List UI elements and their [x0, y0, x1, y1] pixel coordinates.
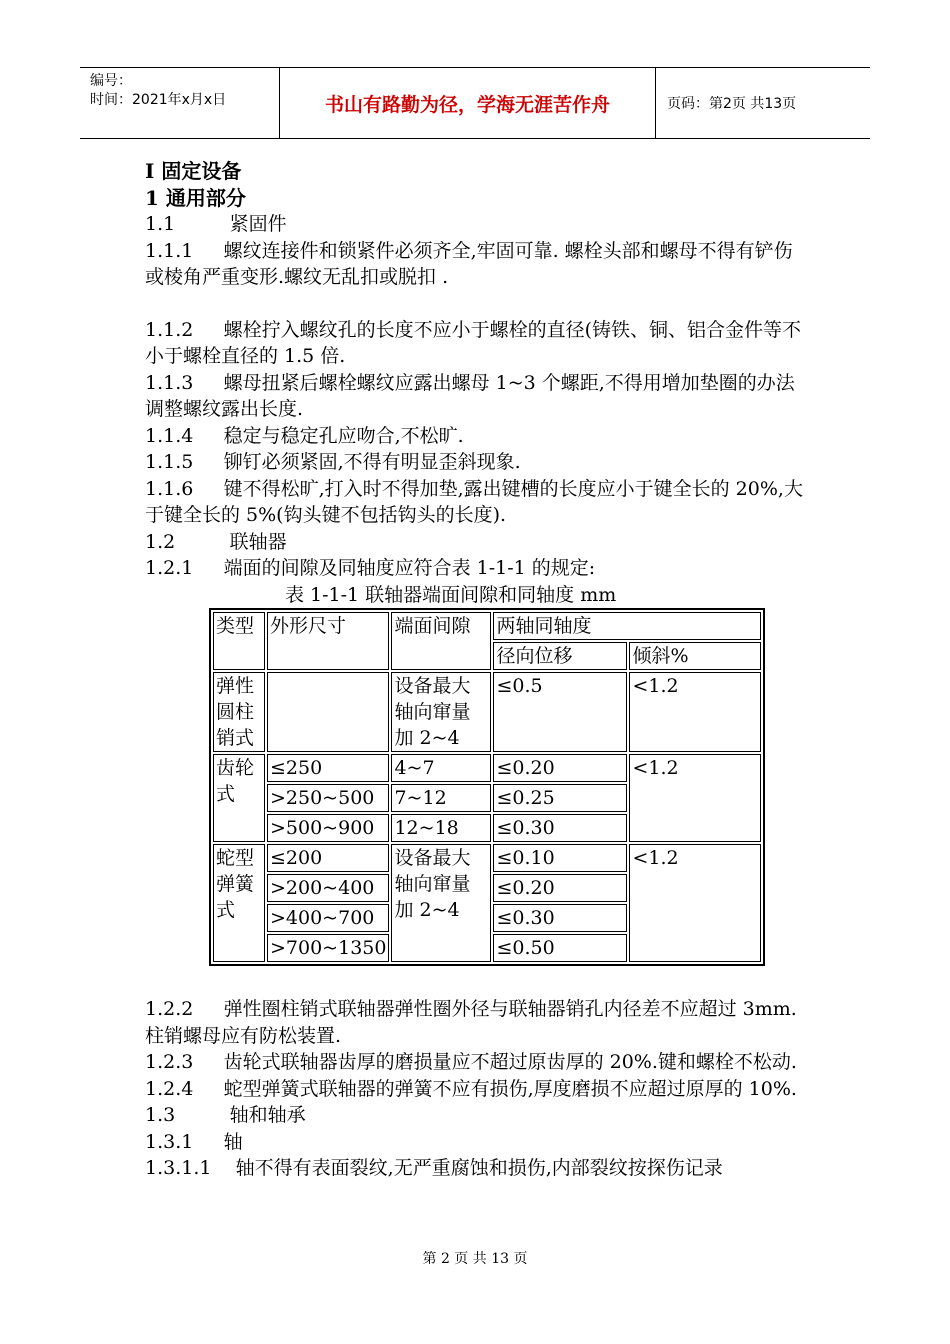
heading-level1: Ⅰ 固定设备 — [145, 159, 242, 183]
cell-size: >250~500 — [267, 784, 389, 812]
cell-gap: 设备最大轴向窜量加 2~4 — [391, 844, 491, 962]
table-row — [213, 844, 761, 872]
section-1-2: 1.2 联轴器 — [145, 530, 287, 553]
cell-radial: ≤0.20 — [493, 754, 627, 782]
cell-size: ≤250 — [267, 754, 389, 782]
section-1-3-1: 1.3.1 轴 — [145, 1130, 243, 1153]
header-gap: 端面间隙 — [391, 612, 491, 670]
cell-type: 蛇型弹簧式 — [213, 844, 265, 962]
header-radial: 径向位移 — [493, 642, 627, 670]
header-page-info: 页码：第2页 共13页 — [667, 96, 797, 112]
table-caption: 表 1-1-1 联轴器端面间隙和同轴度 mm — [285, 583, 617, 606]
table-row — [213, 754, 761, 782]
section-1-1-2: 1.1.2 螺栓拧入螺纹孔的长度不应小于螺栓的直径(铸铁、铜、铝合金件等不小于螺栓直径的 1.5 倍. — [145, 318, 801, 367]
page-footer: 第 2 页 共 13 页 — [422, 1251, 528, 1267]
table-row — [213, 672, 761, 752]
section-1-1-4: 1.1.4 稳定与稳定孔应吻合,不松旷. — [145, 424, 464, 447]
header-tilt: 倾斜% — [629, 642, 761, 670]
cell-type: 弹性圆柱销式 — [213, 672, 265, 752]
coupling-table — [209, 608, 765, 966]
section-1-2-4: 1.2.4 蛇型弹簧式联轴器的弹簧不应有损伤,厚度磨损不应超过原厚的 10%. — [145, 1077, 797, 1100]
cell-radial: ≤0.25 — [493, 784, 627, 812]
cell-tilt: <1.2 — [629, 754, 761, 842]
header-type: 类型 — [213, 612, 265, 670]
header-motto: 书山有路勤为径，学海无涯苦作舟 — [280, 68, 656, 138]
code-label: 编号： — [90, 73, 132, 89]
section-1-3-1-1: 1.3.1.1 轴不得有表面裂纹,无严重腐蚀和损伤,内部裂纹按探伤记录 — [145, 1157, 723, 1179]
cell-tilt: <1.2 — [629, 672, 761, 752]
section-1-2-1: 1.2.1 端面的间隙及同轴度应符合表 1-1-1 的规定: — [145, 557, 596, 579]
section-1-1-6: 1.1.6 键不得松旷,打入时不得加垫,露出键槽的长度应小于键全长的 20%,大于键全长的 5%(钩头键不包括钩头的长度). — [145, 477, 803, 526]
cell-size: >700~1350 — [267, 934, 389, 962]
cell-size: ≤200 — [267, 844, 389, 872]
time-label: 时间：2021年x月x日 — [90, 92, 227, 108]
section-1-1-5: 1.1.5 铆钉必须紧固,不得有明显歪斜现象. — [145, 451, 521, 473]
cell-radial: ≤0.20 — [493, 874, 627, 902]
cell-gap: 7~12 — [391, 784, 491, 812]
cell-radial: ≤0.10 — [493, 844, 627, 872]
cell-radial: ≤0.50 — [493, 934, 627, 962]
table-row — [213, 612, 761, 640]
heading-level2: 1 通用部分 — [145, 185, 246, 210]
cell-size: >500~900 — [267, 814, 389, 842]
section-1-3: 1.3 轴和轴承 — [145, 1104, 306, 1126]
section-1-1-3: 1.1.3 螺母扭紧后螺栓螺纹应露出螺母 1~3 个螺距,不得用增加垫圈的办法调整螺纹露出长度. — [145, 371, 795, 420]
document-header — [80, 67, 870, 139]
cell-size: >200~400 — [267, 874, 389, 902]
header-meta — [80, 68, 280, 138]
section-1-1: 1.1 紧固件 — [145, 213, 287, 235]
section-1-2-2: 1.2.2 弹性圈柱销式联轴器弹性圈外径与联轴器销孔内径差不应超过 3mm.柱销螺母应有防松装置. — [145, 998, 797, 1047]
section-1-2-3: 1.2.3 齿轮式联轴器齿厚的磨损量应不超过原齿厚的 20%.键和螺栓不松动. — [145, 1051, 797, 1073]
cell-size — [267, 672, 389, 752]
cell-size: >400~700 — [267, 904, 389, 932]
cell-radial: ≤0.30 — [493, 814, 627, 842]
cell-gap: 设备最大轴向窜量加 2~4 — [391, 672, 491, 752]
cell-radial: ≤0.30 — [493, 904, 627, 932]
cell-tilt: <1.2 — [629, 844, 761, 962]
header-size: 外形尺寸 — [267, 612, 389, 670]
cell-gap: 12~18 — [391, 814, 491, 842]
section-1-1-1: 1.1.1 螺纹连接件和锁紧件必须齐全,牢固可靠. 螺栓头部和螺母不得有铲伤或棱角严重变形.螺纹无乱扣或脱扣 . — [145, 239, 793, 288]
cell-gap: 4~7 — [391, 754, 491, 782]
cell-radial: ≤0.5 — [493, 672, 627, 752]
cell-type: 齿轮式 — [213, 754, 265, 842]
header-coax: 两轴同轴度 — [493, 612, 761, 640]
document-body — [145, 158, 810, 1182]
